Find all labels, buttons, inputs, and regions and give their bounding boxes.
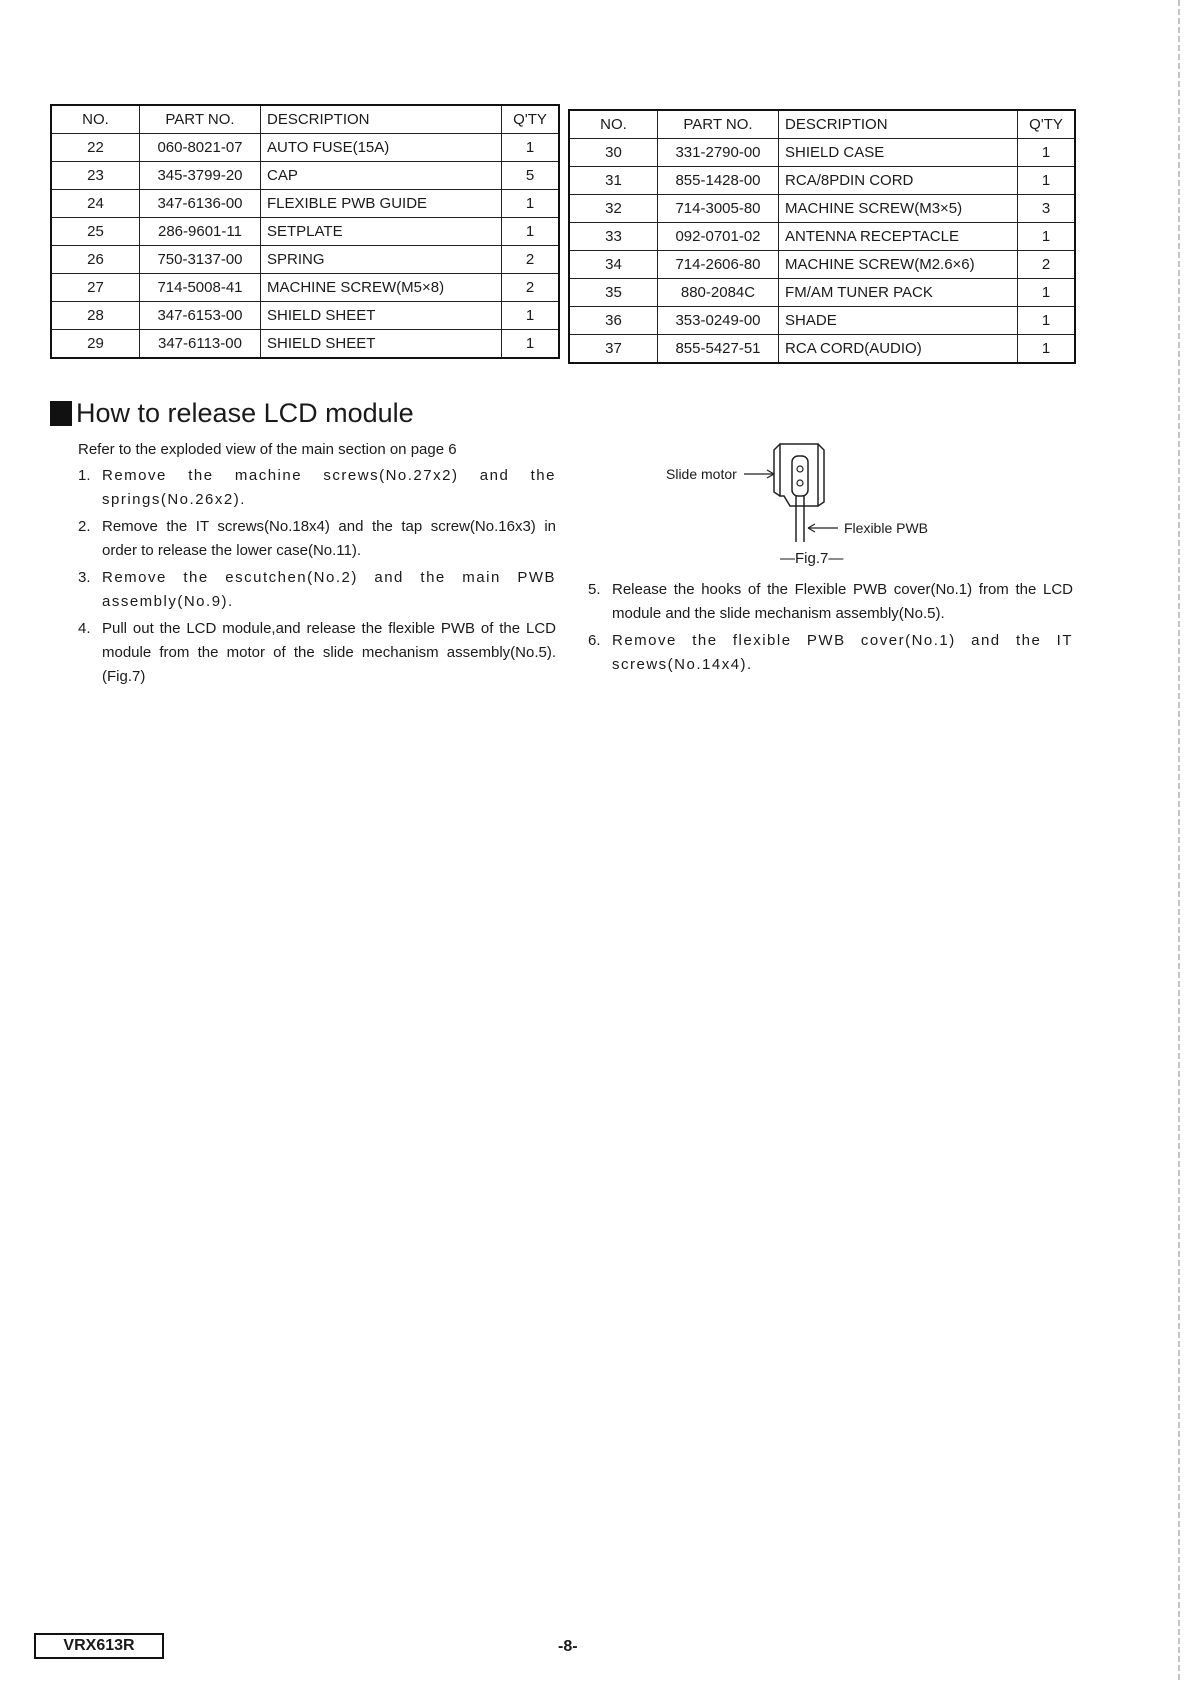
step-item bbox=[588, 629, 1073, 677]
table-row bbox=[51, 330, 559, 359]
cell-part-no: 347-6153-00 bbox=[139, 302, 260, 330]
cell-part-no: 331-2790-00 bbox=[657, 139, 778, 167]
cell-no: 26 bbox=[51, 246, 139, 274]
cell-qty: 1 bbox=[1018, 139, 1075, 167]
table-body-left bbox=[51, 134, 559, 359]
cell-qty: 1 bbox=[1018, 223, 1075, 251]
table-header-row bbox=[51, 105, 559, 134]
cell-no: 24 bbox=[51, 190, 139, 218]
cell-qty: 1 bbox=[502, 134, 559, 162]
step-text: Remove the IT screws(No.18x4) and the tap screw(No.16x3) in order to release the lower case(No.11). bbox=[102, 518, 556, 559]
cell-no: 25 bbox=[51, 218, 139, 246]
model-number-box: VRX613R bbox=[34, 1633, 164, 1659]
step-number: 1. bbox=[78, 467, 91, 484]
step-number: 4. bbox=[78, 620, 91, 637]
cell-description: SETPLATE bbox=[261, 218, 502, 246]
cell-description: FLEXIBLE PWB GUIDE bbox=[261, 190, 502, 218]
table-row bbox=[51, 218, 559, 246]
cell-description: SHIELD CASE bbox=[779, 139, 1018, 167]
cell-qty: 5 bbox=[502, 162, 559, 190]
step-item bbox=[78, 566, 556, 614]
label-slide-motor: Slide motor bbox=[666, 466, 737, 482]
table-body-right bbox=[569, 139, 1075, 364]
section-heading bbox=[50, 398, 414, 429]
cell-description: MACHINE SCREW(M3×5) bbox=[779, 195, 1018, 223]
cell-no: 34 bbox=[569, 251, 657, 279]
table-row bbox=[569, 195, 1075, 223]
cell-part-no: 750-3137-00 bbox=[139, 246, 260, 274]
cell-part-no: 714-3005-80 bbox=[657, 195, 778, 223]
cell-description: AUTO FUSE(15A) bbox=[261, 134, 502, 162]
cell-qty: 1 bbox=[1018, 307, 1075, 335]
cell-no: 37 bbox=[569, 335, 657, 364]
parts-table-left bbox=[50, 104, 560, 359]
figure-7 bbox=[660, 436, 980, 576]
instructions-right-column bbox=[588, 578, 1073, 680]
step-item bbox=[78, 515, 556, 563]
header-part-no: PART NO. bbox=[139, 105, 260, 134]
parts-table-right bbox=[568, 109, 1076, 364]
cell-description: FM/AM TUNER PACK bbox=[779, 279, 1018, 307]
table-row bbox=[569, 139, 1075, 167]
cell-no: 23 bbox=[51, 162, 139, 190]
cell-part-no: 714-5008-41 bbox=[139, 274, 260, 302]
scan-edge-line bbox=[1178, 0, 1181, 1683]
header-no: NO. bbox=[51, 105, 139, 134]
cell-part-no: 060-8021-07 bbox=[139, 134, 260, 162]
steps-list-left bbox=[78, 464, 556, 689]
cell-qty: 1 bbox=[502, 302, 559, 330]
cell-description: RCA CORD(AUDIO) bbox=[779, 335, 1018, 364]
cell-part-no: 092-0701-02 bbox=[657, 223, 778, 251]
intro-text: Refer to the exploded view of the main section on page 6 bbox=[78, 441, 457, 458]
step-number: 6. bbox=[588, 632, 601, 649]
figure-caption: —Fig.7— bbox=[780, 550, 844, 567]
cell-part-no: 880-2084C bbox=[657, 279, 778, 307]
step-text: Remove the escutchen(No.2) and the main PWB assembly(No.9). bbox=[102, 569, 556, 610]
step-text: Remove the flexible PWB cover(No.1) and the IT screws(No.14x4). bbox=[612, 632, 1073, 673]
table-row bbox=[569, 307, 1075, 335]
header-no: NO. bbox=[569, 110, 657, 139]
cell-part-no: 855-1428-00 bbox=[657, 167, 778, 195]
cell-description: MACHINE SCREW(M5×8) bbox=[261, 274, 502, 302]
table-row bbox=[51, 162, 559, 190]
cell-part-no: 353-0249-00 bbox=[657, 307, 778, 335]
cell-no: 29 bbox=[51, 330, 139, 359]
cell-description: RCA/8PDIN CORD bbox=[779, 167, 1018, 195]
cell-description: SHIELD SHEET bbox=[261, 330, 502, 359]
step-text: Remove the machine screws(No.27x2) and the springs(No.26x2). bbox=[102, 467, 556, 508]
cell-description: SPRING bbox=[261, 246, 502, 274]
header-part-no: PART NO. bbox=[657, 110, 778, 139]
header-description: DESCRIPTION bbox=[779, 110, 1018, 139]
table-row bbox=[51, 274, 559, 302]
cell-part-no: 286-9601-11 bbox=[139, 218, 260, 246]
cell-description: MACHINE SCREW(M2.6×6) bbox=[779, 251, 1018, 279]
cell-part-no: 855-5427-51 bbox=[657, 335, 778, 364]
cell-qty: 1 bbox=[1018, 335, 1075, 364]
step-item bbox=[588, 578, 1073, 626]
cell-no: 30 bbox=[569, 139, 657, 167]
step-text: Release the hooks of the Flexible PWB cover(No.1) from the LCD module and the slide mechanism assembly(No.5). bbox=[612, 581, 1073, 622]
cell-qty: 2 bbox=[502, 246, 559, 274]
page-number: -8- bbox=[558, 1638, 578, 1655]
table-row bbox=[51, 246, 559, 274]
label-flexible-pwb: Flexible PWB bbox=[844, 520, 929, 536]
cell-no: 35 bbox=[569, 279, 657, 307]
table-row bbox=[51, 190, 559, 218]
cell-qty: 1 bbox=[502, 190, 559, 218]
table-row bbox=[569, 335, 1075, 364]
cell-description: SHADE bbox=[779, 307, 1018, 335]
steps-list-right bbox=[588, 578, 1073, 677]
cell-qty: 2 bbox=[1018, 251, 1075, 279]
cell-part-no: 347-6113-00 bbox=[139, 330, 260, 359]
cell-qty: 1 bbox=[502, 218, 559, 246]
header-qty: Q'TY bbox=[502, 105, 559, 134]
instructions-left-column bbox=[78, 438, 556, 692]
table-row bbox=[569, 167, 1075, 195]
cell-no: 32 bbox=[569, 195, 657, 223]
table-row bbox=[51, 302, 559, 330]
cell-no: 36 bbox=[569, 307, 657, 335]
header-description: DESCRIPTION bbox=[261, 105, 502, 134]
cell-description: ANTENNA RECEPTACLE bbox=[779, 223, 1018, 251]
table-header-row bbox=[569, 110, 1075, 139]
cell-no: 28 bbox=[51, 302, 139, 330]
table-row bbox=[569, 279, 1075, 307]
cell-no: 22 bbox=[51, 134, 139, 162]
cell-qty: 2 bbox=[502, 274, 559, 302]
cell-qty: 3 bbox=[1018, 195, 1075, 223]
cell-no: 33 bbox=[569, 223, 657, 251]
step-item bbox=[78, 617, 556, 689]
cell-qty: 1 bbox=[502, 330, 559, 359]
step-number: 5. bbox=[588, 581, 601, 598]
cell-qty: 1 bbox=[1018, 167, 1075, 195]
cell-description: CAP bbox=[261, 162, 502, 190]
cell-part-no: 345-3799-20 bbox=[139, 162, 260, 190]
cell-part-no: 714-2606-80 bbox=[657, 251, 778, 279]
cell-description: SHIELD SHEET bbox=[261, 302, 502, 330]
table-row bbox=[569, 251, 1075, 279]
step-number: 3. bbox=[78, 569, 91, 586]
cell-no: 27 bbox=[51, 274, 139, 302]
table-row bbox=[569, 223, 1075, 251]
header-qty: Q'TY bbox=[1018, 110, 1075, 139]
step-number: 2. bbox=[78, 518, 91, 535]
cell-part-no: 347-6136-00 bbox=[139, 190, 260, 218]
bullet-square-icon bbox=[50, 401, 72, 426]
cell-no: 31 bbox=[569, 167, 657, 195]
section-title: How to release LCD module bbox=[76, 398, 414, 428]
step-item bbox=[78, 464, 556, 512]
cell-qty: 1 bbox=[1018, 279, 1075, 307]
step-text: Pull out the LCD module,and release the flexible PWB of the LCD module from the motor of the slide mechanism assembly(No.5).(Fig.7) bbox=[102, 620, 556, 685]
table-row bbox=[51, 134, 559, 162]
